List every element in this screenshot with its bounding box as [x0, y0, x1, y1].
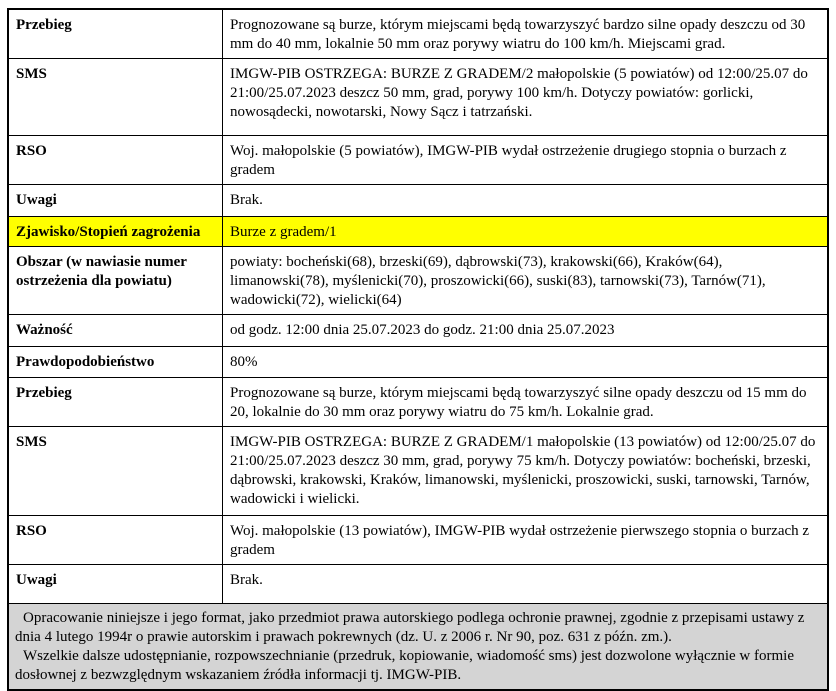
distribution-paragraph: Wszelkie dalsze udostępnianie, rozpowszechnianie (przedruk, kopiowanie, wiadomość sms) jest dozwolone wyłącznie w formie dosłownej z bezwzględnym wskazaniem źródła informacji tj. IMGW-PIB.	[15, 648, 794, 683]
table-row-highlighted	[9, 216, 827, 246]
table-row	[9, 10, 827, 58]
row-label: RSO	[9, 136, 223, 184]
row-label: Obszar (w nawiasie numer ostrzeżenia dla powiatu)	[9, 247, 223, 314]
table-row	[9, 377, 827, 426]
table-row	[9, 515, 827, 564]
warning-table	[7, 8, 829, 691]
row-label: SMS	[9, 59, 223, 135]
table-row	[9, 346, 827, 377]
row-value: Woj. małopolskie (5 powiatów), IMGW-PIB wydał ostrzeżenie drugiego stopnia o burzach z gradem	[230, 143, 787, 178]
row-value: Brak.	[230, 572, 263, 588]
row-value: 80%	[230, 354, 258, 370]
row-value: Prognozowane są burze, którym miejscami będą towarzyszyć bardzo silne opady deszczu od 30 mm do 40 mm, lokalnie 50 mm oraz porywy wiatru do 100 km/h. Miejscami grad.	[230, 17, 806, 52]
row-value: Prognozowane są burze, którym miejscami będą towarzyszyć silne opady deszczu od 15 mm do 20, lokalnie do 30 mm oraz porywy wiatru do 75 km/h. Lokalnie grad.	[230, 385, 807, 420]
row-value: Brak.	[230, 192, 263, 208]
row-label: SMS	[9, 427, 223, 515]
row-value: Burze z gradem/1	[223, 217, 827, 246]
row-value: powiaty: bocheński(68), brzeski(69), dąbrowski(73), krakowski(66), Kraków(64), limanowski(78), myślenicki(70), proszowicki(66), suski(83), tarnowski(73), Tarnów(71), wadowicki(72), wielicki(64)	[230, 254, 766, 308]
row-value: IMGW-PIB OSTRZEGA: BURZE Z GRADEM/1 małopolskie (13 powiatów) od 12:00/25.07 do 21:00/25.07.2023 deszcz 30 mm, grad, porywy 75 km/h. Dotyczy powiatów: bocheński, brzeski, dąbrowski, krakowski, Kraków, limanowski, myślenicki, proszowicki, suski, tarnowski, Tarnów, wadowicki i wielicki.	[230, 434, 816, 507]
row-value: IMGW-PIB OSTRZEGA: BURZE Z GRADEM/2 małopolskie (5 powiatów) od 12:00/25.07 do 21:00/25.07.2023 deszcz 50 mm, grad, porywy 100 km/h. Dotyczy powiatów: gorlicki, nowosądecki, nowotarski, Nowy Sącz i tatrzański.	[230, 66, 808, 120]
row-label: Prawdopodobieństwo	[9, 347, 223, 377]
row-label: Przebieg	[9, 378, 223, 426]
row-label: Ważność	[9, 315, 223, 346]
row-label: Uwagi	[9, 565, 223, 603]
table-row	[9, 246, 827, 314]
row-label: RSO	[9, 516, 223, 564]
copyright-paragraph: Opracowanie niniejsze i jego format, jako przedmiot prawa autorskiego podlega ochronie prawnej, zgodnie z przepisami ustawy z dnia 4 lutego 1994r o prawie autorskim i prawach pokrewnych (dz. U. z 2006 r. Nr 90, poz. 631 z późn. zm.).	[15, 610, 805, 645]
row-value: od godz. 12:00 dnia 25.07.2023 do godz. 21:00 dnia 25.07.2023	[230, 322, 615, 338]
row-label: Uwagi	[9, 185, 223, 216]
table-row	[9, 426, 827, 515]
table-row	[9, 135, 827, 184]
row-label: Przebieg	[9, 10, 223, 58]
table-row	[9, 184, 827, 216]
table-row	[9, 564, 827, 603]
table-row	[9, 58, 827, 135]
row-label: Zjawisko/Stopień zagrożenia	[9, 217, 223, 246]
copyright-note	[9, 603, 827, 689]
table-row	[9, 314, 827, 346]
row-value: Woj. małopolskie (13 powiatów), IMGW-PIB wydał ostrzeżenie pierwszego stopnia o burzach z gradem	[230, 523, 810, 558]
